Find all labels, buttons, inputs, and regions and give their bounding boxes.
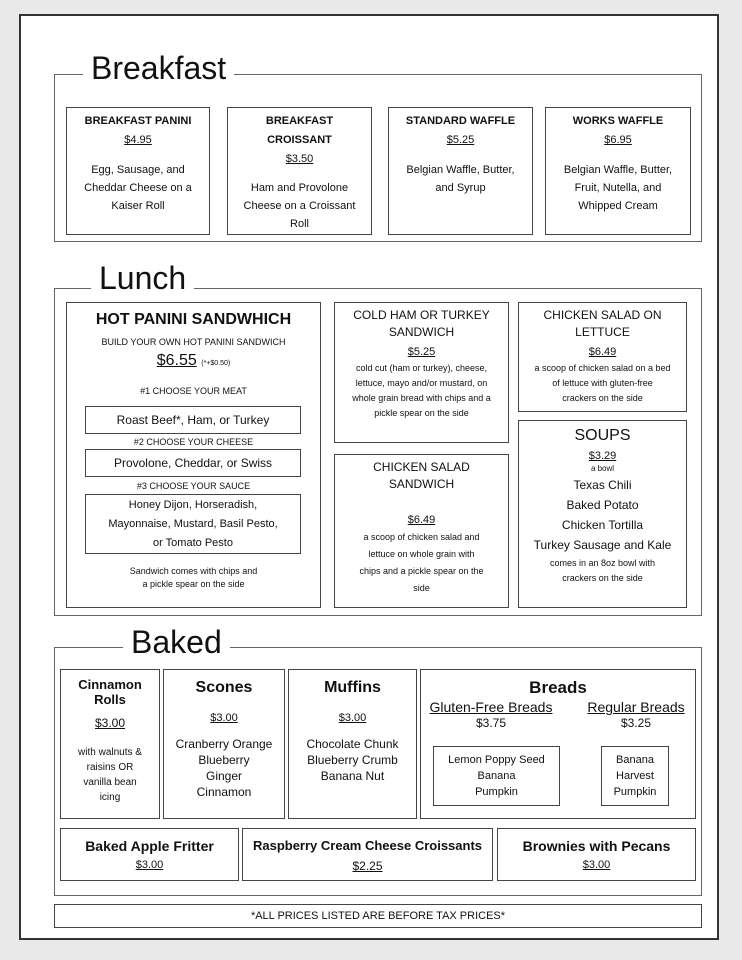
item-desc: chips and a pickle spear on the xyxy=(359,566,484,576)
soups-price: $3.29 xyxy=(588,450,617,462)
item-desc: cold cut (ham or turkey), cheese, xyxy=(355,363,488,373)
item-desc: vanilla bean xyxy=(83,777,137,788)
soup-item: Turkey Sausage and Kale xyxy=(533,538,672,552)
hot-panini-card xyxy=(66,302,321,608)
item-title: SANDWICH xyxy=(388,325,455,339)
bread-item: Banana xyxy=(616,754,654,766)
item-name: Cinnamon xyxy=(78,677,142,692)
muffin-item: Blueberry Crumb xyxy=(307,753,398,767)
item-name: Breads xyxy=(529,678,587,697)
bread-item: Banana xyxy=(477,770,516,782)
soups-note: comes in an 8oz bowl with xyxy=(549,558,656,568)
note-line: Sandwich comes with chips and xyxy=(129,566,258,576)
item-price: $3.00 xyxy=(135,859,164,871)
item-desc: lettuce, mayo and/or mustard, on xyxy=(355,378,488,388)
item-name: Brownies with Pecans xyxy=(522,838,671,854)
gluten-free-list xyxy=(433,746,560,806)
soups-note: crackers on the side xyxy=(562,573,643,583)
item-name: Baked Apple Fritter xyxy=(85,838,214,854)
panini-price-note: (*+$0.50) xyxy=(201,360,231,367)
panini-title: HOT PANINI SANDWHICH xyxy=(95,311,292,328)
meat-options-box xyxy=(85,406,301,434)
item-title: COLD HAM OR TURKEY xyxy=(353,308,490,322)
scone-item: Blueberry xyxy=(198,753,250,767)
croissants-card xyxy=(242,828,493,881)
bread-item: Pumpkin xyxy=(613,786,657,798)
regular-price: $3.25 xyxy=(620,716,652,730)
soups-card xyxy=(518,420,687,608)
sauce-options-box xyxy=(85,494,301,554)
item-title: CHICKEN SALAD xyxy=(373,460,470,474)
item-desc: Fruit, Nutella, and xyxy=(574,182,662,194)
bread-item: Lemon Poppy Seed xyxy=(448,754,545,766)
item-price: $4.95 xyxy=(124,134,152,146)
item-price: $5.25 xyxy=(446,134,475,146)
item-price: $6.49 xyxy=(407,514,436,526)
item-title: SANDWICH xyxy=(388,477,455,491)
gluten-free-label: Gluten-Free Breads xyxy=(429,699,553,715)
item-desc: Belgian Waffle, Butter, xyxy=(563,164,673,176)
soup-item: Baked Potato xyxy=(566,498,639,512)
item-name: Rolls xyxy=(94,692,126,707)
breakfast-title: Breakfast xyxy=(83,52,234,84)
item-desc: Belgian Waffle, Butter, xyxy=(406,164,515,176)
chicken-lettuce-card xyxy=(518,302,687,412)
item-price: $3.50 xyxy=(285,153,314,165)
item-price: $3.00 xyxy=(210,712,238,724)
scone-item: Cranberry Orange xyxy=(175,737,273,751)
muffin-item: Chocolate Chunk xyxy=(306,737,399,751)
item-name: Muffins xyxy=(324,679,381,696)
bread-item: Harvest xyxy=(616,770,654,782)
sauce-options: Honey Dijon, Horseradish, xyxy=(128,499,258,511)
cheese-options-box xyxy=(85,449,301,477)
item-title: CHICKEN SALAD ON xyxy=(543,308,662,322)
muffins-card xyxy=(288,669,417,819)
bread-item: Pumpkin xyxy=(475,786,518,798)
item-desc: Roll xyxy=(290,218,309,230)
item-name: BREAKFAST PANINI xyxy=(84,115,192,127)
brownies-card xyxy=(497,828,696,881)
lunch-title: Lunch xyxy=(91,262,194,294)
item-desc: of lettuce with gluten-free xyxy=(552,378,653,388)
breakfast-panini-card xyxy=(66,107,210,235)
chicken-sandwich-card xyxy=(334,454,509,608)
soups-title: SOUPS xyxy=(574,427,631,444)
step-sauce-label: #3 CHOOSE YOUR SAUCE xyxy=(136,481,251,491)
meat-options: Roast Beef*, Ham, or Turkey xyxy=(116,413,270,427)
scone-item: Ginger xyxy=(205,769,243,783)
standard-waffle-card xyxy=(388,107,533,235)
baked-title: Baked xyxy=(123,626,230,658)
item-price: $5.25 xyxy=(407,346,436,358)
panini-note xyxy=(67,565,320,591)
breakfast-croissant-card xyxy=(227,107,372,235)
item-desc: Ham and Provolone xyxy=(250,182,349,194)
item-name: STANDARD WAFFLE xyxy=(405,115,516,127)
scone-item: Cinnamon xyxy=(196,785,252,799)
sauce-options: or Tomato Pesto xyxy=(153,537,233,549)
regular-label: Regular Breads xyxy=(587,699,685,715)
panini-price: $6.55 xyxy=(156,352,197,369)
step-meat-label: #1 CHOOSE YOUR MEAT xyxy=(140,386,247,396)
item-desc: Cheddar Cheese on a xyxy=(84,182,192,194)
gluten-free-price: $3.75 xyxy=(475,716,507,730)
item-desc: whole grain bread with chips and a xyxy=(352,393,491,403)
item-price: $3.00 xyxy=(338,712,367,724)
item-name: BREAKFAST xyxy=(265,115,334,127)
menu-page xyxy=(19,14,719,940)
item-name: WORKS WAFFLE xyxy=(572,115,664,127)
step-cheese-label: #2 CHOOSE YOUR CHEESE xyxy=(133,437,254,447)
item-desc: Egg, Sausage, and xyxy=(91,164,185,176)
tax-notice xyxy=(54,904,702,928)
item-name: CROISSANT xyxy=(267,134,332,146)
cheese-options: Provolone, Cheddar, or Swiss xyxy=(113,456,273,470)
item-price: $3.00 xyxy=(582,859,611,871)
item-desc: and Syrup xyxy=(435,182,486,194)
item-desc: Kaiser Roll xyxy=(111,200,165,212)
regular-list xyxy=(601,746,669,806)
item-desc: Cheese on a Croissant xyxy=(243,200,356,212)
works-waffle-card xyxy=(545,107,691,235)
item-price: $6.49 xyxy=(588,346,617,358)
panini-subtitle: BUILD YOUR OWN HOT PANINI SANDWICH xyxy=(101,337,286,347)
soups-unit: a bowl xyxy=(590,464,615,473)
cinnamon-rolls-card xyxy=(60,669,160,819)
muffin-item: Banana Nut xyxy=(320,769,385,783)
apple-fritter-card xyxy=(60,828,239,881)
item-price: $6.95 xyxy=(604,134,632,146)
item-desc: with walnuts & xyxy=(78,747,142,758)
item-desc: crackers on the side xyxy=(562,393,643,403)
scones-card xyxy=(163,669,285,819)
item-price: $2.25 xyxy=(352,859,383,873)
sauce-options: Mayonnaise, Mustard, Basil Pesto, xyxy=(108,518,278,530)
tax-notice-text: *ALL PRICES LISTED ARE BEFORE TAX PRICES* xyxy=(250,910,506,922)
item-desc: raisins OR xyxy=(86,762,134,773)
item-desc: a scoop of chicken salad on a bed xyxy=(534,363,671,373)
item-desc: pickle spear on the side xyxy=(374,408,469,418)
note-line: a pickle spear on the side xyxy=(142,579,245,589)
item-desc: a scoop of chicken salad and xyxy=(363,532,480,542)
item-price: $3.00 xyxy=(94,716,126,730)
item-desc: side xyxy=(413,583,430,593)
cold-ham-card xyxy=(334,302,509,443)
breads-card xyxy=(420,669,696,819)
item-desc: Whipped Cream xyxy=(578,200,658,212)
item-name: Scones xyxy=(195,679,253,696)
soup-item: Chicken Tortilla xyxy=(561,518,644,532)
item-name: Raspberry Cream Cheese Croissants xyxy=(252,838,483,853)
soup-item: Texas Chili xyxy=(573,478,632,492)
item-desc: icing xyxy=(99,792,121,803)
item-title: LETTUCE xyxy=(575,325,630,339)
item-desc: lettuce on whole grain with xyxy=(368,549,475,559)
